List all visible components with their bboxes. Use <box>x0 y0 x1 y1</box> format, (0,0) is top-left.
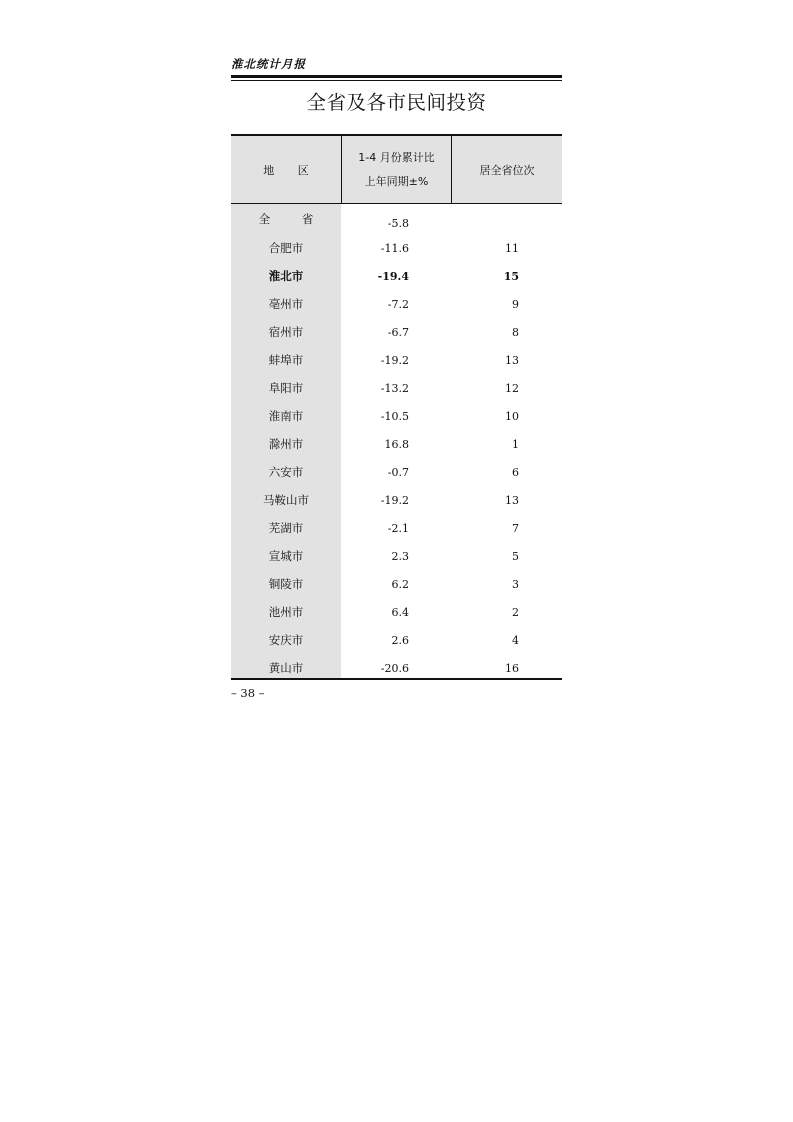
table-row <box>231 345 562 373</box>
table-row <box>231 541 562 569</box>
region-cell: 滁州市 <box>268 437 304 451</box>
pct-cell: -2.1 <box>387 522 409 535</box>
document-title: 全省及各市民间投资 <box>306 91 487 114</box>
region-cell: 马鞍山市 <box>263 493 309 507</box>
table-row <box>231 429 562 457</box>
region-cell: 安庆市 <box>268 633 304 647</box>
page-number: – 38 – <box>231 686 265 700</box>
region-cell: 全 省 <box>258 212 328 226</box>
pct-cell: -5.8 <box>387 217 409 230</box>
rank-cell: 5 <box>512 550 519 563</box>
table-row <box>231 289 562 317</box>
pct-cell: -11.6 <box>380 242 409 255</box>
region-cell: 铜陵市 <box>268 577 304 591</box>
table-row <box>231 401 562 429</box>
region-cell: 池州市 <box>268 605 304 619</box>
rank-cell: 9 <box>512 298 519 311</box>
rank-cell: 6 <box>512 466 519 479</box>
pct-cell: -13.2 <box>380 382 409 395</box>
pct-cell: 2.3 <box>391 550 409 563</box>
rank-cell: 2 <box>512 606 519 619</box>
table-row <box>231 233 562 261</box>
table-row <box>231 205 562 233</box>
region-cell: 淮北市 <box>268 269 304 283</box>
table-row <box>231 485 562 513</box>
table-row <box>231 653 562 681</box>
region-cell: 淮南市 <box>268 409 304 423</box>
rank-cell: 8 <box>512 326 519 339</box>
column-header-region: 地 区 <box>263 163 319 177</box>
pct-cell: -6.7 <box>387 326 409 339</box>
table-body <box>231 205 562 681</box>
header-rule-thick <box>231 75 562 78</box>
table-row <box>231 625 562 653</box>
pct-cell: -0.7 <box>387 466 409 479</box>
region-cell: 蚌埠市 <box>268 353 304 367</box>
region-cell: 亳州市 <box>268 297 304 311</box>
rank-cell: 3 <box>512 578 519 591</box>
header-rule-thin <box>231 80 562 81</box>
pct-cell: 16.8 <box>384 438 409 451</box>
pct-cell: 6.2 <box>391 578 409 591</box>
column-header-pct-line1: 1-4 月份累计比 <box>358 150 435 164</box>
column-header-rank: 居全省位次 <box>479 163 535 177</box>
region-cell: 宣城市 <box>268 549 304 563</box>
pct-cell: -19.2 <box>380 494 409 507</box>
rank-cell: 12 <box>505 382 519 395</box>
page-header <box>231 56 562 81</box>
rank-cell: 7 <box>512 522 519 535</box>
table-row <box>231 597 562 625</box>
rank-cell: 4 <box>512 634 519 647</box>
rank-cell: 10 <box>505 410 519 423</box>
table-row-highlight <box>231 261 562 289</box>
pct-cell: -20.6 <box>380 662 409 675</box>
region-cell: 六安市 <box>268 465 304 479</box>
rank-cell: 15 <box>503 270 519 283</box>
region-cell: 宿州市 <box>268 325 304 339</box>
table-row <box>231 373 562 401</box>
region-cell: 阜阳市 <box>268 381 304 395</box>
pct-cell: -7.2 <box>387 298 409 311</box>
column-header-pct <box>342 136 451 203</box>
region-cell: 芜湖市 <box>268 521 304 535</box>
rank-cell: 11 <box>505 242 519 255</box>
rank-cell: 16 <box>505 662 519 675</box>
rank-cell: 13 <box>505 354 519 367</box>
region-cell: 合肥市 <box>268 241 304 255</box>
pct-cell: -19.2 <box>380 354 409 367</box>
table-row <box>231 569 562 597</box>
region-cell: 黄山市 <box>268 661 304 675</box>
pct-cell: 2.6 <box>391 634 409 647</box>
pct-cell: -10.5 <box>380 410 409 423</box>
rank-cell: 13 <box>505 494 519 507</box>
table-row <box>231 513 562 541</box>
table-row <box>231 317 562 345</box>
running-title: 淮北统计月报 <box>231 57 306 71</box>
table-header-rule <box>231 203 562 204</box>
rank-cell: 1 <box>512 438 519 451</box>
table-row <box>231 457 562 485</box>
pct-cell: 6.4 <box>391 606 409 619</box>
column-header-pct-line2: 上年同期±% <box>364 174 429 188</box>
pct-cell: -19.4 <box>377 270 409 283</box>
investment-table <box>231 134 562 680</box>
